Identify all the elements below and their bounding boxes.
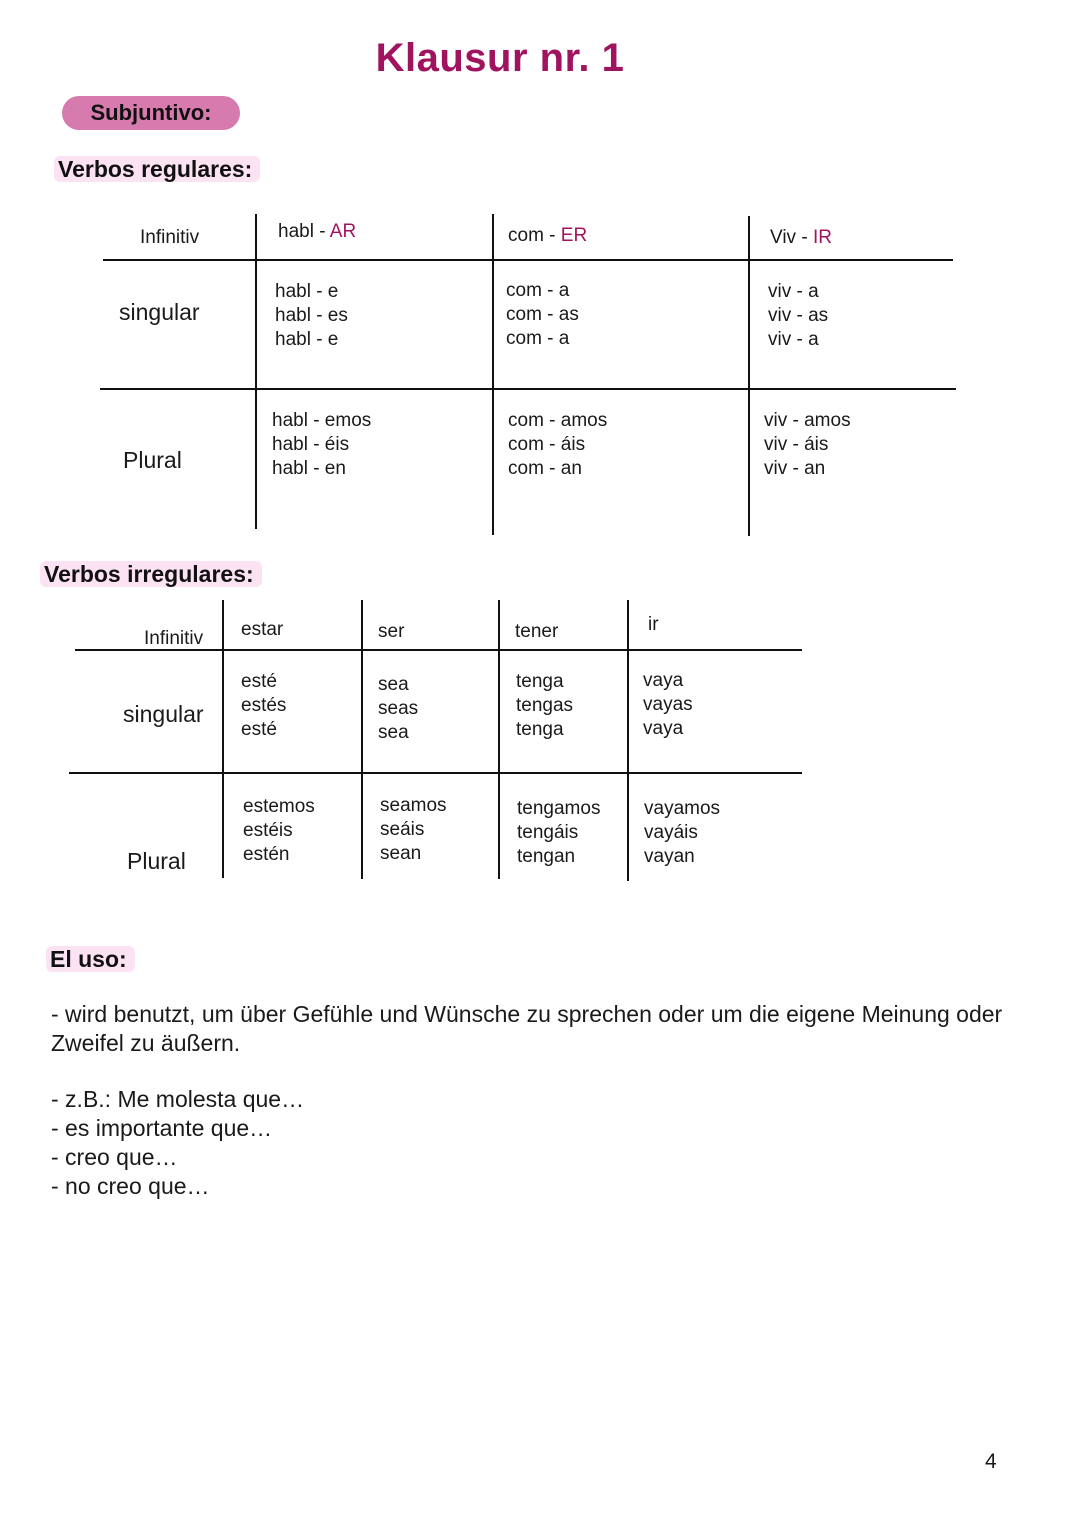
conjugation-form: vaya	[643, 718, 684, 739]
row-label-singular: singular	[123, 701, 204, 727]
verb-ending: IR	[812, 227, 832, 248]
cell-plural-er	[508, 409, 607, 481]
cell-plural-ar	[272, 409, 371, 481]
page-title: Klausur nr. 1	[375, 36, 625, 80]
heading-verbos-regulares	[54, 156, 260, 183]
conjugation-form: tenga	[516, 719, 564, 740]
conjugation-form: viv - an	[764, 458, 826, 479]
conjugation-form: seamos	[380, 795, 447, 816]
header-ser: ser	[378, 621, 405, 642]
conjugation-form: com - a	[506, 280, 570, 301]
header-estar: estar	[241, 619, 284, 640]
header-ir: ir	[648, 614, 659, 635]
conjugation-form: habl - en	[272, 458, 346, 479]
cell-singular-ser	[378, 673, 418, 745]
verb-stem: habl	[278, 221, 314, 242]
conjugation-form: com - an	[508, 458, 582, 479]
table-divider-rows	[100, 388, 956, 390]
conjugation-form: habl - e	[275, 329, 339, 350]
table-divider-header	[103, 259, 953, 261]
conjugation-form: sea	[378, 722, 409, 743]
verb-separator: -	[543, 225, 561, 246]
section-label-subjuntivo: Subjuntivo:	[62, 96, 240, 130]
uso-description	[51, 1000, 1061, 1058]
cell-singular-tener	[516, 670, 573, 742]
uso-description-line: Zweifel zu äußern.	[51, 1030, 241, 1056]
conjugation-form: viv - as	[768, 305, 829, 326]
conjugation-form: com - a	[506, 328, 570, 349]
table-column-line	[492, 214, 494, 535]
conjugation-form: tengas	[516, 695, 574, 716]
conjugation-form: estéis	[243, 820, 293, 841]
verb-ending: ER	[560, 225, 588, 246]
conjugation-form: vayan	[644, 846, 695, 867]
header-er-verb	[508, 225, 587, 247]
table-column-line	[748, 216, 750, 536]
conjugation-form: habl - emos	[272, 410, 372, 431]
verb-ending: AR	[329, 221, 357, 242]
row-label-plural: Plural	[123, 447, 182, 473]
list-item: - creo que…	[51, 1144, 178, 1170]
verb-separator: -	[796, 227, 813, 248]
conjugation-form: estén	[243, 844, 290, 865]
table-column-line	[627, 600, 629, 881]
conjugation-form: estemos	[243, 796, 315, 817]
conjugation-form: esté	[241, 719, 277, 740]
conjugation-form: com - amos	[508, 410, 608, 431]
header-ar-verb	[278, 221, 356, 243]
conjugation-form: viv - a	[768, 329, 819, 350]
conjugation-form: vaya	[643, 670, 684, 691]
conjugation-form: seáis	[380, 819, 425, 840]
conjugation-form: viv - áis	[764, 434, 829, 455]
conjugation-form: sean	[380, 843, 422, 864]
cell-singular-er	[506, 279, 579, 351]
row-label-plural: Plural	[127, 848, 186, 874]
conjugation-form: vayáis	[644, 822, 698, 843]
cell-singular-ir	[643, 669, 693, 741]
verb-separator: -	[313, 221, 330, 242]
conjugation-form: tengáis	[517, 822, 579, 843]
conjugation-form: tengan	[517, 846, 576, 867]
header-infinitiv: Infinitiv	[140, 227, 200, 248]
heading-text: Verbos irregulares:	[40, 561, 262, 587]
header-infinitiv: Infinitiv	[144, 628, 204, 649]
row-label-singular: singular	[119, 299, 200, 325]
cell-singular-ir	[768, 280, 828, 352]
conjugation-form: seas	[378, 698, 419, 719]
conjugation-form: tenga	[516, 671, 564, 692]
uso-description-line: - wird benutzt, um über Gefühle und Wünsche zu sprechen oder um die eigene Meinung oder	[51, 1001, 1003, 1027]
list-item: - z.B.: Me molesta que…	[51, 1086, 305, 1112]
heading-text: Verbos regulares:	[54, 156, 260, 182]
conjugation-form: habl - es	[275, 305, 348, 326]
conjugation-form: com - áis	[508, 434, 586, 455]
cell-plural-estar	[243, 795, 315, 867]
header-tener: tener	[515, 621, 559, 642]
cell-plural-tener	[517, 797, 600, 869]
cell-plural-ser	[380, 794, 447, 866]
table-column-line	[255, 214, 257, 529]
conjugation-form: vayamos	[644, 798, 721, 819]
conjugation-form: sea	[378, 674, 409, 695]
conjugation-form: vayas	[643, 694, 693, 715]
heading-text: El uso:	[46, 946, 135, 972]
list-item: - no creo que…	[51, 1173, 210, 1199]
list-item: - es importante que…	[51, 1115, 273, 1141]
conjugation-form: com - as	[506, 304, 579, 325]
table-column-line	[498, 600, 500, 879]
conjugation-form: estés	[241, 695, 287, 716]
conjugation-form: viv - amos	[764, 410, 851, 431]
verb-stem: Viv	[770, 227, 797, 248]
heading-verbos-irregulares	[40, 561, 262, 588]
cell-plural-ir	[644, 797, 720, 869]
uso-examples-list	[51, 1085, 304, 1201]
conjugation-form: viv - a	[768, 281, 819, 302]
table-divider-rows	[69, 772, 802, 774]
conjugation-form: tengamos	[517, 798, 601, 819]
conjugation-form: esté	[241, 671, 277, 692]
cell-singular-ar	[275, 280, 348, 352]
cell-singular-estar	[241, 670, 286, 742]
page-number: 4	[985, 1450, 997, 1473]
table-column-line	[361, 600, 363, 879]
header-ir-verb	[770, 227, 832, 249]
table-column-line	[222, 600, 224, 878]
conjugation-form: habl - éis	[272, 434, 350, 455]
conjugation-form: habl - e	[275, 281, 339, 302]
cell-plural-ir	[764, 409, 851, 481]
verb-stem: com	[508, 225, 544, 246]
heading-el-uso	[46, 946, 135, 973]
